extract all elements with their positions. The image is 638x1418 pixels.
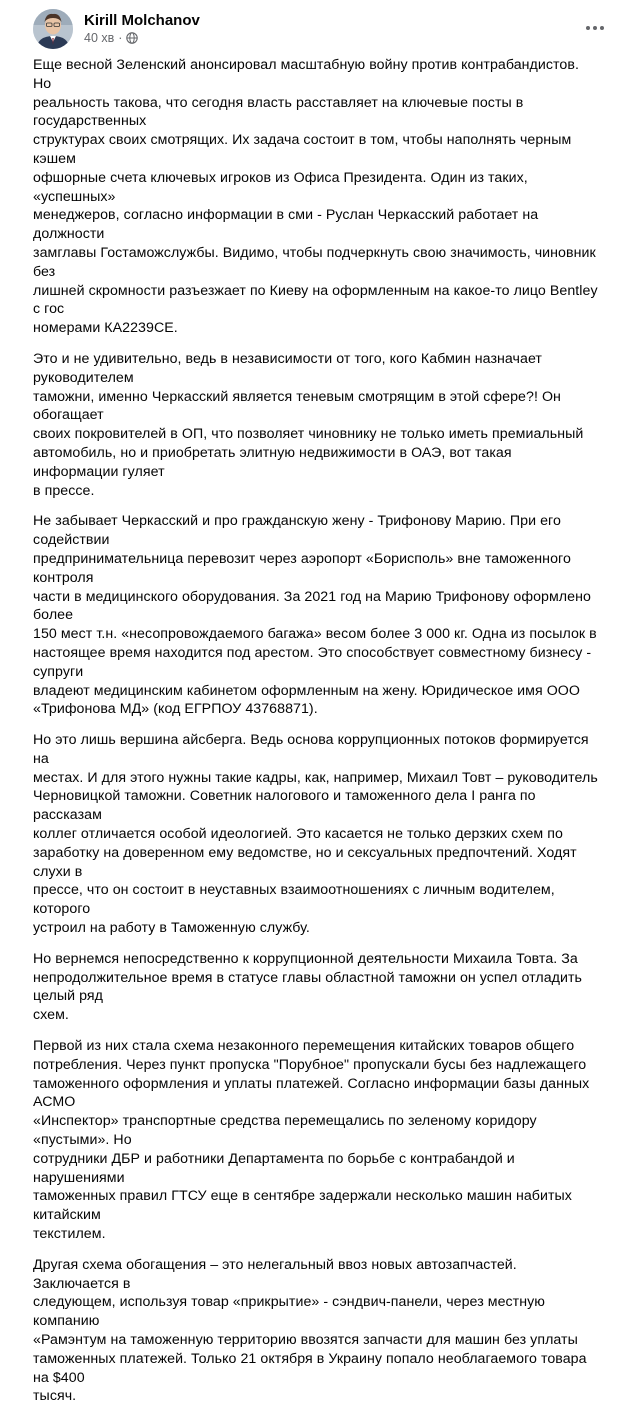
post-paragraph: Это и не удивительно, ведь в независимости от того, кого Кабмин назначает руководителем таможни, именно Черкасский является теневым смотрящим в этой сфере?! Он обогащает своих покровителей в ОП, что позволяет чиновнику не только иметь премиальный автомобиль, но и приобретать элитную недвижимости в ОАЭ, вот такая информации гуляет в прессе.: [33, 350, 584, 499]
author-name[interactable]: Kirill Molchanov: [84, 12, 200, 29]
post-paragraph: Первой из них стала схема незаконного перемещения китайских товаров общего потребления. Через пункт пропуска "Порубное" пропускали бусы без надлежащего таможенного оформления и уплаты платежей. Согласно информации базы данных АСМО «Инспектор» транспортные средства перемещались по зеленому коридору «пустыми». Но сотрудники ДБР и работники Департамента по борьбе с контрабандой и нарушениями таможенных правил ГТСУ еще в сентябре задержали несколько машин набитых китайским текстилем.: [33, 1038, 590, 1243]
post-header: [33, 9, 613, 49]
post-paragraph: Другая схема обогащения – это нелегальный ввоз новых автозапчастей. Заключается в следующем, используя товар «прикрытие» - сэндвич-панели, через местную компанию «Рамэнтум на таможенную территорию ввозятся запчасти для машин без уплаты таможенных платежей. Только 21 октября в Украину попало необлагаемого товара на $400 тысяч.: [33, 1256, 587, 1405]
post-timestamp[interactable]: 40 хв: [84, 31, 115, 45]
post-paragraph: Не забывает Черкасский и про гражданскую жену - Трифонову Марию. При его содействии предпринимательница перевозит через аэропорт «Борисполь» вне таможенного контроля части в медицинского оборудования. За 2021 год на Марию Трифонову оформлено более 150 мест т.н. «несопровождаемого багажа» весом более 3 000 кг. Одна из посылок в настоящее время находится под арестом. Это способствует совместному бизнесу - супруги владеют медицинским кабинетом оформленным на жену. Юридическое имя ООО «Трифонова МД» (код ЕГРПОУ 43768871).: [33, 513, 597, 718]
author-avatar[interactable]: [33, 9, 73, 49]
post-text: [33, 56, 601, 1418]
more-options-button[interactable]: [581, 13, 609, 41]
meta-separator: ·: [118, 31, 123, 45]
post-paragraph: Но вернемся непосредственно к коррупционной деятельности Михаила Товта. За непродолжительное время в статусе главы областной таможни он успел отладить целый ряд схем.: [33, 950, 583, 1024]
post-paragraph: Еще весной Зеленский анонсировал масштабную войну против контрабандистов. Но реальность такова, что сегодня власть расставляет на ключевые посты в государственных структурах своих смотрящих. Их задача состоит в том, чтобы наполнять черным кэшем офшорные счета ключевых игроков из Офиса Президента. Один из таких, «успешных» менеджеров, согласно информации в сми - Руслан Черкасский работает на должности замглавы Гостаможслужбы. Видимо, чтобы подчеркнуть свою значимость, чиновник без лишней скромности разъезжает по Киеву на оформленным на какое-то лицо Bentley с гос номерами КА2239СЕ.: [33, 57, 598, 337]
post-paragraph: Но это лишь вершина айсберга. Ведь основа коррупционных потоков формируется на местах. И для этого нужны такие кадры, как, например, Михаил Товт – руководитель Черновицкой таможни. Советник налогового и таможенного дела I ранга по рассказам коллег отличается особой идеологией. Это касается не только дерзких схем по заработку на доверенном ему ведомстве, но и сексуальных предпочтений. Ходят слухи в прессе, что он состоит в неуставных взаимоотношениях с личным водителем, которого устроил на работу в Таможенную службу.: [33, 732, 598, 937]
globe-icon: [126, 32, 138, 44]
more-horizontal-icon: [585, 18, 605, 36]
post-meta: [84, 31, 138, 45]
